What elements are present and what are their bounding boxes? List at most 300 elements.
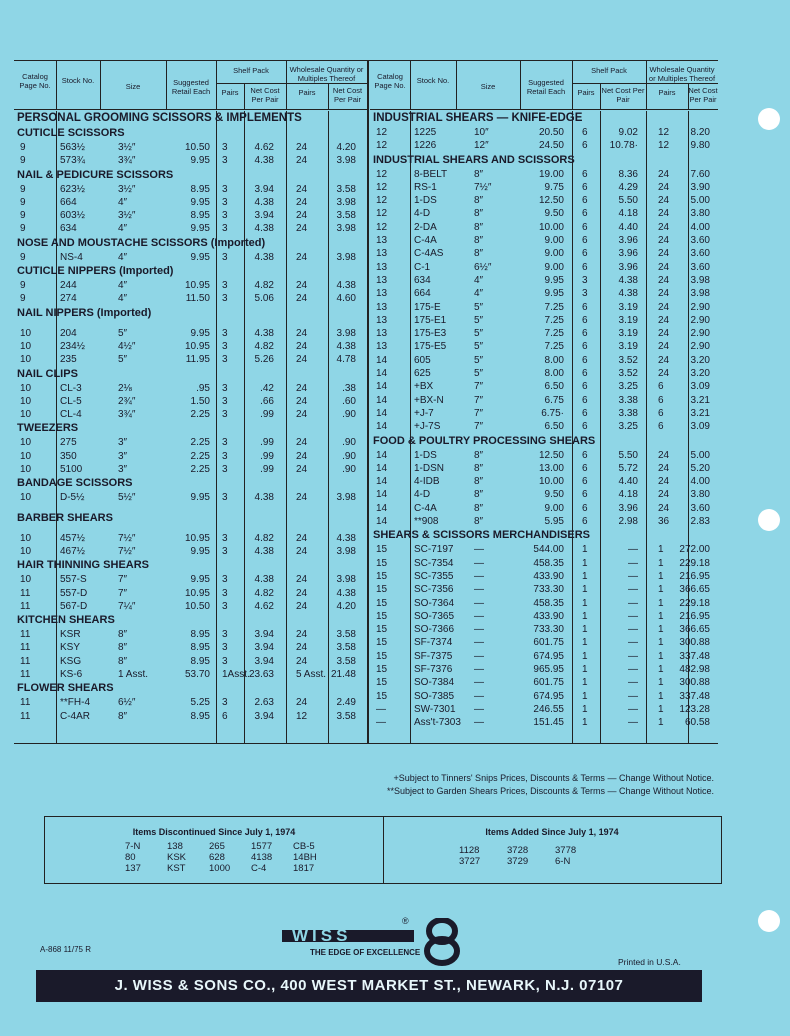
cell-stock: D-5½	[60, 492, 85, 504]
cell-size: 8″	[474, 462, 484, 474]
cell-shelf-pairs: 3	[222, 142, 228, 153]
cell-retail: 733.30	[533, 584, 564, 596]
cell-catalog: 13	[376, 328, 388, 340]
cell-size: —	[474, 663, 484, 675]
cell-size: 7″	[474, 394, 484, 406]
cell-shelf-netcost: 4.18	[618, 489, 638, 501]
cell-catalog: 14	[376, 368, 388, 380]
cell-catalog: 14	[376, 381, 388, 393]
table-row	[14, 340, 367, 353]
cell-shelf-netcost: —	[628, 570, 638, 582]
cell-shelf-pairs: 6	[582, 462, 588, 474]
cell-shelf-pairs: 3	[222, 437, 228, 449]
cell-size: 5″	[118, 354, 128, 366]
cell-wholesale-netcost: 123.28	[679, 703, 710, 715]
cell-shelf-netcost: 2.98	[618, 516, 638, 528]
cell-wholesale-pairs: 24	[296, 464, 308, 476]
cell-wholesale-pairs: 24	[658, 462, 670, 474]
cell-size: —	[474, 597, 484, 609]
table-row	[14, 436, 367, 449]
cell-wholesale-pairs: 24	[296, 293, 308, 305]
cell-size: 5″	[474, 341, 484, 353]
cell-wholesale-pairs: 24	[658, 368, 670, 380]
cell-stock: NS-4	[60, 251, 83, 263]
cell-size: 8″	[474, 221, 484, 233]
cell-wholesale-netcost: 3.60	[690, 235, 710, 247]
cell-size: —	[474, 703, 484, 715]
cell-wholesale-pairs: 1	[658, 717, 664, 729]
cell-shelf-pairs: 3	[222, 492, 228, 504]
cell-stock: C-4A	[414, 502, 437, 514]
cell-retail: 9.95	[190, 327, 210, 339]
cell-retail: 10.95	[184, 340, 210, 352]
cell-retail: 10.95	[184, 280, 210, 292]
cell-stock: RS-1	[414, 181, 437, 193]
cell-size: 7″	[474, 407, 484, 419]
price-table-left	[14, 61, 369, 743]
table-row	[370, 221, 718, 234]
cell-size: —	[474, 717, 484, 729]
cell-stock: 4-IDB	[414, 476, 440, 488]
cell-retail: 6.50	[544, 421, 564, 433]
cell-wholesale-pairs: 24	[296, 354, 308, 366]
table-row	[14, 450, 367, 463]
table-row	[14, 655, 367, 668]
table-row	[370, 676, 718, 689]
cell-stock: 467½	[60, 545, 86, 557]
cell-size: 3″	[118, 450, 128, 462]
cell-shelf-netcost: 4.82	[254, 340, 274, 352]
cell-size: 5½″	[118, 492, 136, 504]
cell-stock: **908	[414, 516, 439, 528]
cell-shelf-netcost: 4.38	[618, 288, 638, 300]
cell-shelf-pairs: 6	[582, 140, 588, 152]
cell-shelf-pairs: 3	[222, 587, 228, 599]
cell-shelf-pairs: 3	[222, 183, 228, 195]
table-body	[370, 111, 718, 743]
header-shelf-pairs: Pairs	[577, 88, 595, 97]
cell-catalog: 13	[376, 288, 388, 300]
cell-wholesale-netcost: 229.18	[679, 557, 710, 569]
cell-shelf-pairs: 1	[582, 690, 588, 702]
table-row	[370, 340, 718, 353]
cell-shelf-pairs: 1	[582, 584, 588, 596]
cell-wholesale-netcost: 337.48	[679, 650, 710, 662]
cell-wholesale-pairs: 12	[296, 710, 308, 722]
table-row	[14, 251, 367, 264]
table-row	[370, 502, 718, 515]
cell-shelf-pairs: 6	[582, 394, 588, 406]
cell-wholesale-netcost: 2.90	[690, 301, 710, 313]
cell-wholesale-netcost: 3.98	[690, 274, 710, 286]
cell-size: 7½″	[118, 532, 136, 544]
cell-stock: SC-7354	[414, 557, 454, 569]
cell-retail: 674.95	[533, 690, 564, 702]
cell-shelf-netcost: 3.38	[618, 394, 638, 406]
table-row	[370, 462, 718, 475]
cell-retail: 6.75·	[541, 407, 564, 419]
list-item: 3728	[507, 845, 529, 856]
cell-stock: 1-DS	[414, 449, 437, 461]
cell-catalog: 10	[20, 545, 32, 557]
cell-shelf-netcost: 5.72	[618, 462, 638, 474]
cell-wholesale-netcost: .90	[342, 409, 356, 421]
cell-retail: 9.95	[190, 223, 210, 235]
cell-size: 8″	[118, 642, 128, 654]
table-header	[14, 61, 367, 110]
cell-shelf-pairs: 6	[582, 368, 588, 380]
cell-wholesale-pairs: 1	[658, 557, 664, 569]
table-row	[370, 420, 718, 433]
table-row	[370, 367, 718, 380]
cell-catalog: 15	[376, 690, 388, 702]
cell-wholesale-netcost: 272.00	[679, 544, 710, 556]
table-row	[370, 181, 718, 194]
cell-wholesale-pairs: 24	[658, 476, 670, 488]
table-row	[370, 663, 718, 676]
cell-retail: 433.90	[533, 610, 564, 622]
cell-size: —	[474, 544, 484, 556]
cell-retail: 601.75	[533, 637, 564, 649]
cell-wholesale-netcost: 3.90	[690, 181, 710, 193]
cell-stock: 557-D	[60, 587, 88, 599]
discontinued-title: Items Discontinued Since July 1, 1974	[132, 827, 296, 837]
table-row	[370, 703, 718, 716]
cell-wholesale-netcost: 3.58	[336, 183, 356, 195]
cell-stock: 175-E5	[414, 341, 447, 353]
cell-shelf-pairs: 1	[582, 677, 588, 689]
cell-shelf-netcost: .99	[260, 409, 274, 421]
cell-shelf-pairs: 1	[582, 570, 588, 582]
cell-catalog: 9	[20, 210, 26, 222]
header-retail: Suggested Retail Each	[526, 78, 566, 96]
cell-size: 2⅛	[118, 382, 132, 394]
cell-wholesale-pairs: 24	[658, 248, 670, 260]
cell-wholesale-pairs: 24	[658, 195, 670, 207]
cell-size: 4″	[118, 223, 128, 235]
cell-shelf-pairs: 6	[582, 168, 588, 180]
cell-wholesale-netcost: 216.95	[679, 610, 710, 622]
table-row	[14, 395, 367, 408]
cell-shelf-pairs: 1	[582, 703, 588, 715]
cell-shelf-netcost: —	[628, 703, 638, 715]
cell-catalog: 9	[20, 251, 26, 263]
cell-shelf-netcost: —	[628, 717, 638, 729]
cell-stock: **FH-4	[60, 697, 91, 709]
table-row	[370, 126, 718, 139]
table-row	[370, 557, 718, 570]
cell-shelf-pairs: 3	[222, 340, 228, 352]
cell-wholesale-netcost: 3.60	[690, 502, 710, 514]
cell-wholesale-netcost: 216.95	[679, 570, 710, 582]
cell-wholesale-pairs: 5 Asst.	[296, 669, 327, 681]
cell-catalog: 10	[20, 382, 32, 394]
cell-size: 3¾″	[118, 409, 136, 421]
cell-wholesale-pairs: 12	[658, 127, 670, 138]
cell-retail: 9.00	[544, 261, 564, 273]
cell-wholesale-netcost: 8.20	[690, 127, 710, 138]
cell-wholesale-netcost: .90	[342, 450, 356, 462]
cell-wholesale-netcost: 7.60	[690, 168, 710, 180]
cell-catalog: 9	[20, 142, 26, 153]
cell-wholesale-pairs: 1	[658, 690, 664, 702]
cell-size: 8″	[474, 195, 484, 207]
cell-shelf-pairs: 3	[222, 293, 228, 305]
cell-wholesale-netcost: 3.60	[690, 261, 710, 273]
cell-catalog: 14	[376, 394, 388, 406]
cell-wholesale-pairs: 24	[296, 142, 308, 153]
cell-wholesale-netcost: 60.58	[684, 717, 710, 729]
cell-wholesale-netcost: 4.60	[336, 293, 356, 305]
cell-wholesale-netcost: 2.49	[336, 697, 356, 709]
list-item: 14BH	[293, 852, 317, 863]
cell-shelf-netcost: 4.18	[618, 208, 638, 220]
cell-catalog: 14	[376, 476, 388, 488]
cell-wholesale-netcost: 366.65	[679, 584, 710, 596]
cell-stock: 274	[60, 293, 77, 305]
cell-wholesale-pairs: 24	[658, 502, 670, 514]
cell-wholesale-netcost: 3.98	[336, 223, 356, 235]
company-address-bar: J. WISS & SONS CO., 400 WEST MARKET ST., NEWARK, N.J. 07107	[36, 970, 702, 1002]
list-column	[555, 845, 576, 867]
cell-stock: SF-7376	[414, 663, 453, 675]
cell-shelf-netcost: 3.19	[618, 328, 638, 340]
list-column	[507, 845, 528, 867]
table-row	[370, 449, 718, 462]
cell-stock: C-4AS	[414, 248, 444, 260]
section-heading: BARBER SHEARS	[17, 511, 113, 524]
cell-shelf-pairs: 6	[582, 195, 588, 207]
cell-catalog: 13	[376, 274, 388, 286]
cell-catalog: 14	[376, 516, 388, 528]
cell-wholesale-netcost: 3.98	[336, 327, 356, 339]
section-heading: TWEEZERS	[17, 422, 79, 435]
cell-catalog: 11	[20, 655, 31, 667]
cell-shelf-netcost: 3.96	[618, 502, 638, 514]
cell-wholesale-pairs: 24	[658, 168, 670, 180]
header-retail: Suggested Retail Each	[171, 78, 211, 96]
cell-shelf-pairs: 6	[582, 235, 588, 247]
cell-retail: 9.95	[190, 251, 210, 263]
cell-shelf-netcost: 2.63	[254, 697, 274, 709]
cell-wholesale-netcost: 3.58	[336, 629, 356, 641]
cell-wholesale-pairs: 24	[658, 261, 670, 273]
cell-stock: Ass't-7303	[414, 717, 461, 729]
cell-stock: CL-5	[60, 395, 82, 407]
cell-stock: 4-D	[414, 489, 431, 501]
list-column	[167, 841, 186, 874]
cell-shelf-netcost: 4.38	[254, 327, 274, 339]
cell-wholesale-netcost: 3.98	[336, 155, 356, 167]
cell-shelf-netcost: 3.25	[618, 421, 638, 433]
table-row	[14, 292, 367, 305]
cell-size: —	[474, 690, 484, 702]
cell-retail: 544.00	[533, 544, 564, 556]
cell-catalog: 14	[376, 462, 388, 474]
cell-stock: 563½	[60, 142, 86, 153]
cell-wholesale-pairs: 24	[296, 280, 308, 292]
cell-wholesale-pairs: 24	[296, 340, 308, 352]
cell-wholesale-netcost: 3.60	[690, 248, 710, 260]
cell-retail: 8.00	[544, 354, 564, 366]
cell-wholesale-netcost: 3.58	[336, 710, 356, 722]
cell-catalog: 15	[376, 570, 388, 582]
cell-wholesale-netcost: 4.38	[336, 587, 356, 599]
table-row	[370, 168, 718, 181]
cell-retail: 9.00	[544, 235, 564, 247]
cell-shelf-netcost: 5.06	[254, 293, 274, 305]
cell-wholesale-netcost: 3.98	[336, 492, 356, 504]
cell-shelf-netcost: 4.62	[254, 142, 274, 153]
cell-size: 4½″	[118, 340, 136, 352]
cell-wholesale-netcost: 3.98	[336, 196, 356, 208]
binder-hole-middle	[758, 509, 780, 531]
cell-shelf-netcost: 8.36	[618, 168, 638, 180]
cell-shelf-pairs: 3	[222, 395, 228, 407]
cell-shelf-netcost: 9.02	[618, 127, 638, 138]
table-row	[370, 716, 718, 729]
cell-wholesale-pairs: 24	[296, 409, 308, 421]
cell-wholesale-pairs: 24	[296, 437, 308, 449]
table-row	[370, 583, 718, 596]
cell-size: 3½″	[118, 183, 136, 195]
list-item: CB-5	[293, 841, 315, 852]
table-row	[370, 314, 718, 327]
table-row	[370, 287, 718, 300]
cell-shelf-netcost: .42	[260, 382, 274, 394]
cell-size: 8″	[118, 710, 128, 722]
cell-stock: 4-D	[414, 208, 431, 220]
cell-wholesale-netcost: 300.88	[679, 677, 710, 689]
cell-shelf-pairs: 6	[582, 381, 588, 393]
cell-catalog: 11	[20, 587, 31, 599]
cell-catalog: 10	[20, 354, 32, 366]
cell-catalog: 12	[376, 127, 388, 138]
cell-wholesale-pairs: 24	[296, 450, 308, 462]
table-row	[370, 515, 718, 528]
cell-retail: 9.50	[544, 208, 564, 220]
cell-stock: 567-D	[60, 600, 88, 612]
table-row	[14, 279, 367, 292]
cell-size: 2¾″	[118, 395, 136, 407]
cell-wholesale-pairs: 24	[658, 489, 670, 501]
cell-retail: 10.95	[184, 532, 210, 544]
cell-catalog: 15	[376, 624, 388, 636]
cell-wholesale-pairs: 1	[658, 570, 664, 582]
header-shelf-netcost: Net Cost Per Pair	[601, 86, 645, 104]
cell-catalog: 10	[20, 395, 32, 407]
cell-stock: 235	[60, 354, 77, 366]
cell-wholesale-netcost: 366.65	[679, 624, 710, 636]
cell-stock: KSG	[60, 655, 82, 667]
table-row	[14, 668, 367, 681]
cell-stock: 1-DSN	[414, 462, 445, 474]
cell-wholesale-pairs: 24	[296, 251, 308, 263]
cell-stock: SO-7385	[414, 690, 455, 702]
registered-mark: ®	[402, 916, 409, 926]
cell-wholesale-netcost: 3.20	[690, 368, 710, 380]
cell-shelf-pairs: 6	[582, 261, 588, 273]
table-row	[14, 222, 367, 235]
cell-shelf-pairs: 1Asst.	[222, 669, 250, 681]
cell-catalog: 14	[376, 502, 388, 514]
cell-stock: C-4AR	[60, 710, 91, 722]
table-row	[370, 610, 718, 623]
cell-stock: 175-E	[414, 301, 441, 313]
cell-catalog: 9	[20, 293, 26, 305]
cell-shelf-pairs: 6	[582, 489, 588, 501]
cell-size: —	[474, 637, 484, 649]
cell-shelf-netcost: 4.38	[254, 545, 274, 557]
cell-stock: SW-7301	[414, 703, 456, 715]
header-shelf-pack: Shelf Pack	[591, 66, 627, 75]
table-row	[14, 209, 367, 222]
cell-shelf-pairs: 3	[222, 354, 228, 366]
cell-shelf-pairs: 3	[222, 574, 228, 586]
cell-size: —	[474, 557, 484, 569]
cell-wholesale-pairs: 24	[658, 221, 670, 233]
cell-shelf-netcost: 4.62	[254, 600, 274, 612]
cell-size: 10″	[474, 127, 489, 138]
footnotes	[387, 772, 714, 798]
cell-size: 8″	[474, 476, 484, 488]
cell-catalog: 9	[20, 155, 26, 167]
list-item: 265	[209, 841, 225, 852]
table-row	[14, 183, 367, 196]
cell-wholesale-pairs: 6	[658, 421, 664, 433]
cell-catalog: 12	[376, 208, 388, 220]
cell-wholesale-pairs: 24	[296, 395, 308, 407]
cell-shelf-netcost: 3.94	[254, 710, 274, 722]
table-row	[370, 301, 718, 314]
cell-catalog: 14	[376, 421, 388, 433]
cell-stock: 1225	[414, 127, 437, 138]
cell-wholesale-netcost: .90	[342, 464, 356, 476]
cell-wholesale-pairs: 24	[296, 327, 308, 339]
list-item: 1000	[209, 863, 231, 874]
cell-wholesale-netcost: .90	[342, 437, 356, 449]
cell-shelf-netcost: —	[628, 597, 638, 609]
cell-stock: 623½	[60, 183, 86, 195]
footnote-tinners: +Subject to Tinners' Snips Prices, Discounts & Terms — Change Without Notice.	[393, 773, 714, 783]
cell-wholesale-pairs: 6	[658, 381, 664, 393]
cell-shelf-netcost: 4.29	[618, 181, 638, 193]
header-size: Size	[125, 82, 141, 91]
binder-hole-top	[758, 108, 780, 130]
cell-wholesale-netcost: 5.00	[690, 449, 710, 461]
cell-wholesale-pairs: 24	[658, 208, 670, 220]
cell-wholesale-netcost: 3.21	[690, 407, 710, 419]
cell-shelf-netcost: 5.50	[618, 449, 638, 461]
cell-catalog: 15	[376, 650, 388, 662]
cell-catalog: 12	[376, 195, 388, 207]
list-item: KSK	[167, 852, 187, 863]
cell-size: 4″	[118, 196, 128, 208]
cell-shelf-netcost: 4.38	[254, 155, 274, 167]
list-item: 138	[167, 841, 183, 852]
cell-catalog: 12	[376, 221, 388, 233]
cell-retail: 12.50	[538, 449, 564, 461]
cell-catalog: 11	[20, 600, 31, 612]
cell-retail: 2.25	[190, 437, 210, 449]
cell-wholesale-pairs: 24	[658, 301, 670, 313]
cell-wholesale-netcost: 300.88	[679, 637, 710, 649]
cell-stock: +J-7	[414, 407, 434, 419]
list-column	[459, 845, 480, 867]
list-item: 1817	[293, 863, 315, 874]
cell-stock: 457½	[60, 532, 86, 544]
cell-wholesale-pairs: 24	[296, 196, 308, 208]
